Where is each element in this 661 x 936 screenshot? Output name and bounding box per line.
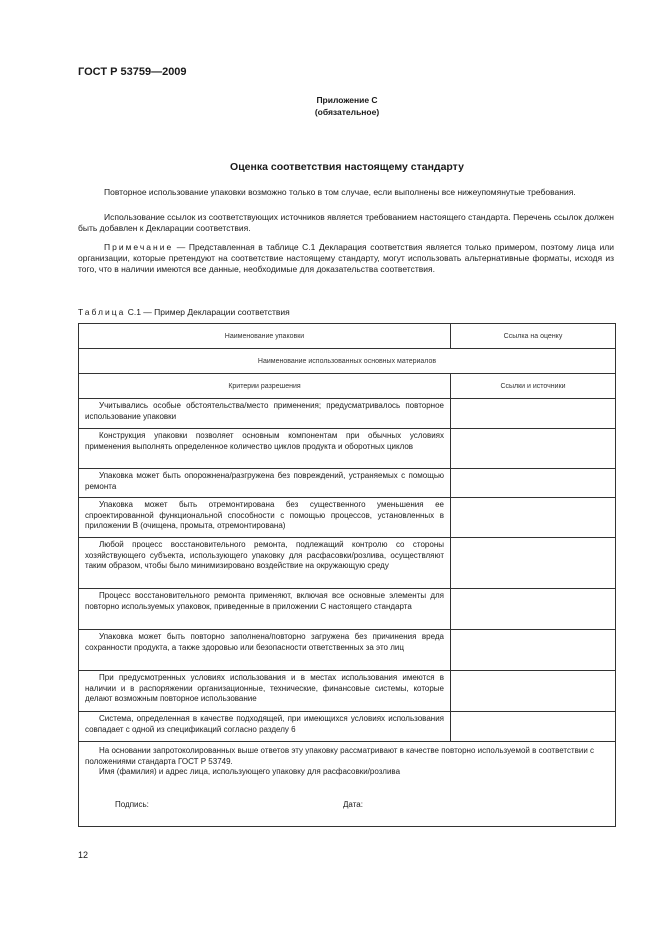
paragraph: Повторное использование упаковки возможно только в том случае, если выполнены все нижеупомянутые требования.	[104, 187, 576, 197]
criterion-cell: Упаковка может быть опорожнена/разгружена без повреждений, устраняемых с помощью ремонта	[79, 469, 451, 498]
conclusion-row	[79, 742, 616, 827]
standard-code: ГОСТ Р 53759—2009	[78, 66, 187, 78]
header-materials-name: Наименование использованных основных материалов	[79, 349, 616, 374]
table-header-row	[79, 349, 616, 374]
table-row	[79, 712, 616, 742]
table-caption-label: Таблица	[78, 307, 126, 317]
reference-cell	[451, 630, 616, 671]
criterion-cell: Процесс восстановительного ремонта применяют, включая все основные элементы для повторно используемых упаковок, приведенные в приложении С настоящего стандарта	[79, 589, 451, 630]
section-title: Оценка соответствия настоящему стандарту	[230, 161, 464, 173]
header-assessment-ref: Ссылка на оценку	[451, 324, 616, 349]
reference-cell	[451, 498, 616, 538]
reference-cell	[451, 712, 616, 742]
header-references: Ссылки и источники	[451, 374, 616, 399]
table-row	[79, 538, 616, 589]
criterion-cell: Любой процесс восстановительного ремонта, подлежащий контролю со стороны хозяйствующего субъекта, использующего упаковку для расфасовки/розлива, осуществляют таким образом, чтобы было минимизировано воздействие на окружающую среду	[79, 538, 451, 589]
page-number: 12	[78, 850, 89, 860]
header-packaging-name: Наименование упаковки	[79, 324, 451, 349]
table-caption-text: С.1 — Пример Декларации соответствия	[127, 307, 290, 317]
signature-label: Подпись:	[115, 799, 149, 809]
table-row	[79, 469, 616, 498]
table-header-row	[79, 324, 616, 349]
note-text: — Представленная в таблице С.1 Декларация соответствия является только примером, поэтому лица или организации, которые претендуют на соответствие настоящему стандарту, могут использовать альтернативные форматы, исходя из того, что в наличии имеются все данные, необходимые для доказательства соответствия.	[78, 242, 614, 274]
reference-cell	[451, 469, 616, 498]
name-address-line: Имя (фамилия) и адрес лица, использующего упаковку для расфасовки/розлива	[99, 767, 401, 776]
annex-status: (обязательное)	[314, 107, 380, 117]
criterion-cell: Система, определенная в качестве подходящей, при имеющихся условиях использования совпадает с одной из спецификаций согласно разделу 6	[79, 712, 451, 742]
note-label: Примечание	[104, 242, 174, 252]
paragraph: Использование ссылок из соответствующих источников является требованием настоящего стандарта. Перечень ссылок должен быть добавлен к Декларации соответствия.	[78, 212, 614, 233]
reference-cell	[451, 538, 616, 589]
annex-title: Приложение С	[316, 95, 378, 105]
reference-cell	[451, 589, 616, 630]
table-row	[79, 498, 616, 538]
reference-cell	[451, 399, 616, 429]
criterion-cell: Упаковка может быть повторно заполнена/повторно загружена без причинения вреда сохранности продукта, а также здоровью или безопасности ответственных за это лиц	[79, 630, 451, 671]
table-row	[79, 630, 616, 671]
criterion-cell: При предусмотренных условиях использования и в местах использования имеются в наличии и в распоряжении организационные, технические, финансовые системы, которые делают возможным повторное использование	[79, 671, 451, 712]
criterion-cell: Учитывались особые обстоятельства/место применения; предусматривалось повторное использование упаковки	[79, 399, 451, 429]
table-row	[79, 429, 616, 469]
criterion-cell: Конструкция упаковки позволяет основным компонентам при обычных условиях применения выполнять определенное количество циклов продукта и оборотных циклов	[79, 429, 451, 469]
note	[78, 242, 614, 275]
declaration-table	[78, 323, 616, 827]
table-row	[79, 399, 616, 429]
table-row	[79, 671, 616, 712]
table-header-row	[79, 374, 616, 399]
signature-line	[85, 792, 609, 816]
header-criteria: Критерии разрешения	[79, 374, 451, 399]
date-label: Дата:	[343, 799, 363, 809]
conclusion-cell	[79, 742, 616, 827]
reference-cell	[451, 429, 616, 469]
table-row	[79, 589, 616, 630]
criterion-cell: Упаковка может быть отремонтирована без существенного уменьшения ее спроектированной функциональной способности с помощью процессов, установленных в приложении В (очищена, промыта, отремонтирована)	[79, 498, 451, 538]
reference-cell	[451, 671, 616, 712]
table-caption	[78, 307, 290, 317]
conclusion-text: На основании запротоколированных выше ответов эту упаковку рассматривают в качестве повторно используемой в соответствии с положениями стандарта ГОСТ Р 53749.	[85, 746, 595, 766]
